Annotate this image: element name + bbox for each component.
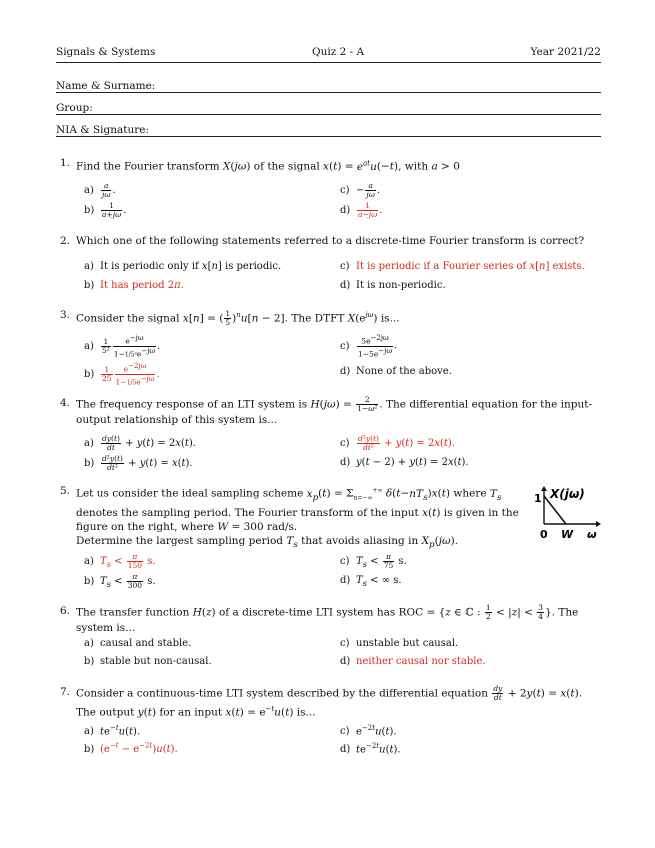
question-3: 3. Consider the signal x[n] = ( $\frac{1}{5}$ )$^n$u[n − 2]. The DTFT $X(e^{j\omega})$ is... xyxy=(60,308,605,327)
q4-option-c[interactable]: c) $\frac{\text{d²y(t)}}{\text{dt²}}$ + y(t) = 2x(t). xyxy=(340,434,455,452)
page-header xyxy=(56,46,601,63)
q3-option-d[interactable]: d) None of the above. xyxy=(340,366,452,377)
x-axis-arrow-icon xyxy=(596,521,601,527)
q5-option-c[interactable]: c) $T_s$ < $\frac{\pi}{75}$ s. xyxy=(340,552,407,570)
q3-option-a[interactable]: a) $\frac{1}{\text{5²}}$ $\frac{e^{-j\omega}}{1-1/5^2e^{-j\omega}}$ . xyxy=(84,334,161,358)
group-field[interactable] xyxy=(56,102,601,118)
q7-option-d[interactable]: d) $te^{-2t}u(t)$. xyxy=(340,742,401,756)
q7-option-c[interactable]: c) $e^{-2t}u(t)$. xyxy=(340,724,397,738)
ylabel: X(jω) xyxy=(550,487,585,501)
question-stem: The transfer function H(z) of a discrete-time LTI system has ROC = {z ∈ ℂ : $\frac{1}{2}$ < |z| < $\frac{3}{4}$ }. The system is... xyxy=(76,603,579,634)
y-axis-arrow-icon xyxy=(541,486,547,491)
course-title: Signals & Systems xyxy=(56,46,156,58)
q4-option-d[interactable]: d) y(t − 2) + y(t) = 2x(t). xyxy=(340,457,469,468)
q5-option-a[interactable]: a) $T_s$ < $\frac{\pi}{150}$ s. xyxy=(84,552,156,570)
question-stem: Which one of the following statements referred to a discrete-time Fourier transform is correct? xyxy=(76,235,585,247)
q6-option-b[interactable]: b) stable but non-causal. xyxy=(84,656,212,667)
q1-option-d[interactable]: d) $\frac{1}{a-j\omega}$ . xyxy=(340,201,383,219)
question-stem: Let us consider the ideal sampling scheme $x_p(t) = \Sigma_{n=-\infty}^{+\infty}$ $\delta(t-nT_s)x(t)$ where $T_s$ denotes the sampling period. The Fourier transform of the input x(t) is given in the figure on the right, where W = 300 rad/s. Determine the largest sampling period $T_s$ that avoids aliasing in $X_p(j\omega)$. xyxy=(76,487,519,550)
question-number: 1. xyxy=(60,157,71,169)
xtick-omega: ω xyxy=(587,528,597,541)
xtick-0: 0 xyxy=(540,528,548,541)
question-stem: The frequency response of an LTI system is H(jω) = $\frac{2}{\text{1−ω²}}$ . The differential equation for the input-output relationship of this system is... xyxy=(76,395,593,426)
quiz-title: Quiz 2 - A xyxy=(312,46,365,58)
q1-option-a[interactable]: a) $\frac{a}{j\omega}$ . xyxy=(84,181,116,199)
group-label: Group: xyxy=(56,102,97,114)
q3-option-c[interactable]: c) $\frac{5e^{-2j\omega}}{1-5e^{-j\omega}}$ . xyxy=(340,334,398,358)
q6-option-a[interactable]: a) causal and stable. xyxy=(84,638,192,649)
q2-option-a[interactable]: a) It is periodic only if x[n] is periodic. xyxy=(84,261,282,272)
q6-option-d[interactable]: d) neither causal nor stable. xyxy=(340,656,486,667)
q3-option-b[interactable]: b) $\frac{1}{25}$ $\frac{e^{-2j\omega}}{1-1/5e^{-j\omega}}$ . xyxy=(84,362,160,386)
q5-option-b[interactable]: b) $T_s$ < $\frac{\pi}{300}$ s. xyxy=(84,572,156,590)
q2-option-d[interactable]: d) It is non-periodic. xyxy=(340,280,446,291)
name-field[interactable] xyxy=(56,80,601,96)
question-2: 2. Which one of the following statements referred to a discrete-time Fourier transform is correct? xyxy=(60,234,605,248)
q7-option-b[interactable]: b) $(e^{-t} - e^{-2t})u(t)$. xyxy=(84,742,178,756)
nia-label: NIA & Signature: xyxy=(56,124,153,136)
q4-option-b[interactable]: b) $\frac{\text{d²y(t)}}{\text{dt²}}$ + y(t) = x(t). xyxy=(84,454,193,472)
question-stem: Consider the signal x[n] = ( $\frac{1}{5}$ )$^n$u[n − 2]. The DTFT $X(e^{j\omega})$ is... xyxy=(76,309,400,327)
q6-option-c[interactable]: c) unstable but causal. xyxy=(340,638,459,649)
year-label: Year 2021/22 xyxy=(530,46,601,58)
question-stem: Find the Fourier transform X(jω) of the signal $x(t) = e^{at}u(-t)$, with a > 0 xyxy=(76,159,460,173)
q7-option-a[interactable]: a) $te^{-t}u(t)$. xyxy=(84,724,141,738)
q5-option-d[interactable]: d) $T_s$ < ∞ s. xyxy=(340,575,402,588)
spectrum-figure xyxy=(530,484,602,542)
question-4: 4. The frequency response of an LTI system is H(jω) = $\frac{2}{\text{1−ω²}}$ . The differential equation for the input-output relationship of this system is... xyxy=(60,396,605,427)
q2-option-c[interactable]: c) It is periodic if a Fourier series of x[n] exists. xyxy=(340,261,585,272)
question-5: 5. Let us consider the ideal sampling scheme $x_p(t) = \Sigma_{n=-\infty}^{+\infty}$ $\delta(t-nT_s)x(t)$ where $T_s$ denotes the sampling period. The Fourier transform of the input x(t) is given in the figure on the right, where W = 300 rad/s. Determine the largest sampling period $T_s$ that avoids aliasing in $X_p(j\omega)$. xyxy=(60,484,526,552)
question-7: 7. Consider a continuous-time LTI system described by the differential equation $\frac{dy}{dt}$ + 2y(t) = x(t). The output y(t) for an input $x(t) = e^{-t}u(t)$ is... xyxy=(60,685,605,720)
ytick-1: 1 xyxy=(534,492,542,505)
q2-option-b[interactable]: b) It has period 2π. xyxy=(84,280,184,291)
question-1 xyxy=(60,156,605,174)
q4-option-a[interactable]: a) $\frac{dy(t)}{dt}$ + y(t) = 2x(t). xyxy=(84,434,196,452)
question-6: 6. The transfer function H(z) of a discrete-time LTI system has ROC = {z ∈ ℂ : $\frac{1}{2}$ < |z| < $\frac{3}{4}$ }. The system is... xyxy=(60,604,605,635)
nia-signature-field[interactable] xyxy=(56,124,601,140)
question-stem: Consider a continuous-time LTI system described by the differential equation $\frac{dy}{dt}$ + 2y(t) = x(t). The output y(t) for an input $x(t) = e^{-t}u(t)$ is... xyxy=(76,684,583,719)
name-label: Name & Surname: xyxy=(56,80,159,92)
q1-option-b[interactable]: b) $\frac{1}{a+j\omega}$ . xyxy=(84,201,127,219)
xtick-W: W xyxy=(561,528,574,541)
q1-option-c[interactable]: c) − $\frac{a}{j\omega}$ . xyxy=(340,181,381,199)
